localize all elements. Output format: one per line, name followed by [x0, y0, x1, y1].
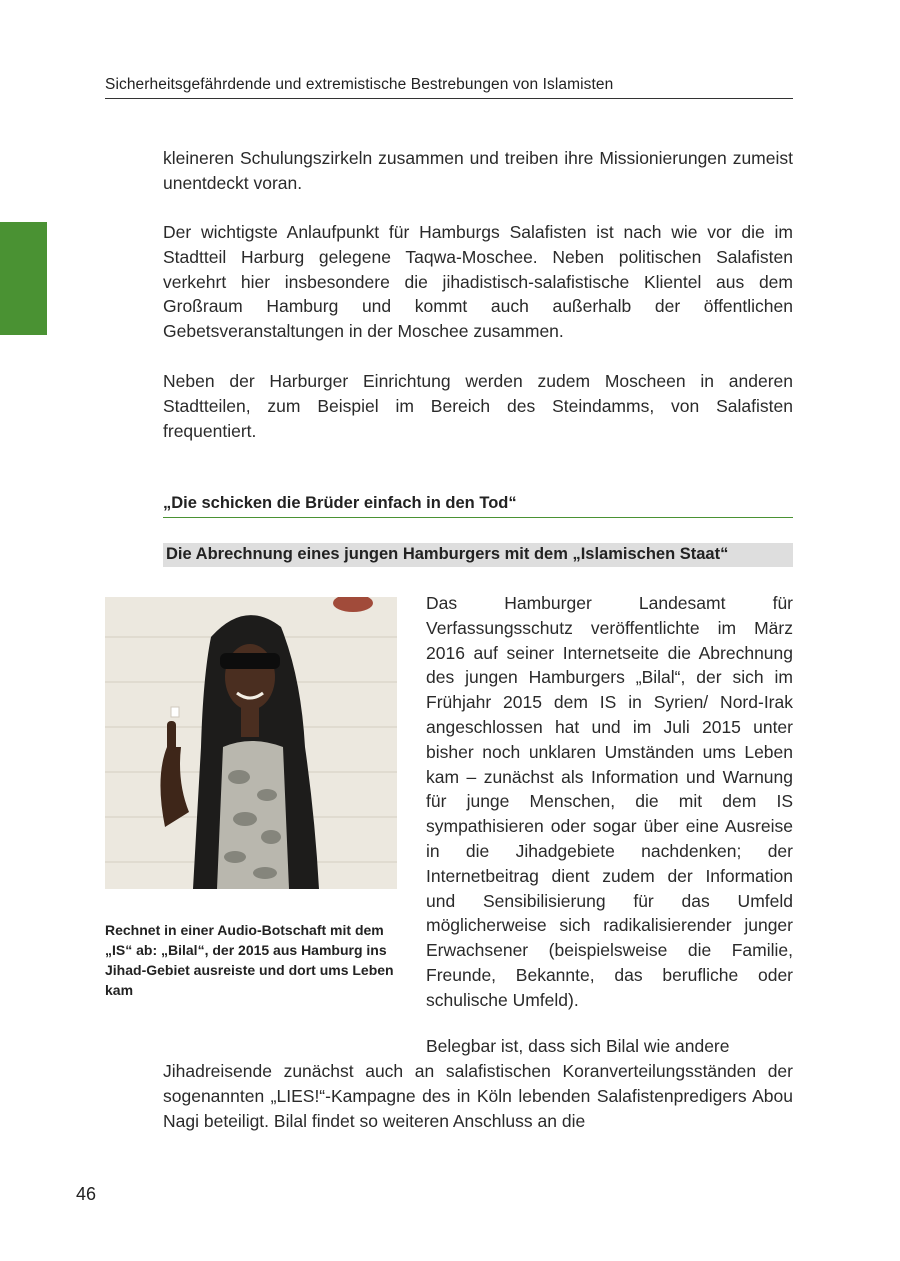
running-header: Sicherheitsgefährdende und extremistische Bestrebungen von Islamisten [105, 76, 793, 99]
bilal-photo [105, 597, 397, 889]
paragraph-3: Neben der Harburger Einrichtung werden zudem Moscheen in anderen Stadtteilen, zum Beispiel im Bereich des Steindamms, von Salafisten frequentiert. [163, 371, 793, 441]
photo-illustration [105, 597, 397, 889]
paragraph-2: Der wichtigste Anlaufpunkt für Hamburgs Salafisten ist nach wie vor die im Stadtteil Harburg gelegene Taqwa-Moschee. Neben politischen Salafisten verkehrt hier insbesondere die jihadistisch-salafistische Klientel aus dem Großraum Hamburg und kommt auch außerhalb der öffentlichen Gebetsveranstaltungen in der Moschee zusammen. [163, 222, 793, 342]
paragraph-1: kleineren Schulungszirkeln zusammen und treiben ihre Missionierungen zumeist unentdeckt voran. [163, 148, 793, 193]
section-title: „Die schicken die Brüder einfach in den Tod“ [163, 494, 793, 518]
chapter-tab [0, 222, 47, 335]
section-subtitle: Die Abrechnung eines jungen Hamburgers mit dem „Islamischen Staat“ [163, 543, 793, 567]
article-paragraph-1: Das Hamburger Landesamt für Verfassungsschutz veröffentlichte im März 2016 auf seiner Internetseite die Abrechnung des jungen Hamburgers „Bilal“, der sich im Frühjahr 2015 dem IS in Syrien/ Nord-Irak angeschlossen hat und im Juli 2015 unter bisher noch unklaren Umständen ums Leben kam – zunächst als Information und Warnung für junge Menschen, die mit dem IS sympathisieren oder sogar über eine Ausreise in die Jihadgebiete nachdenken; der Internetbeitrag dient zudem der Information und Sensibilisierung für das Umfeld möglicherweise sich radikalisierender junger Erwachsener (beispielsweise die Familie, Freunde, Bekannte, das berufliche oder schulische Umfeld). [426, 593, 793, 1010]
article-paragraph-2-rest: Jihadreisende zunächst auch an salafistischen Koranverteilungsständen der sogenannten „LIES!“-Kampagne des in Köln lebenden Salafistenpredigers Abou Nagi beteiligt. Bilal findet so weiteren Anschluss an die [163, 1061, 793, 1131]
photo-caption: Rechnet in einer Audio-Botschaft mit dem „IS“ ab: „Bilal“, der 2015 aus Hamburg ins Jihad-Gebiet ausreiste und dort ums Leben kam [105, 922, 394, 998]
article-paragraph-2-line-1: Belegbar ist, dass sich Bilal wie andere [426, 1036, 730, 1056]
page-number: 46 [76, 1184, 97, 1204]
